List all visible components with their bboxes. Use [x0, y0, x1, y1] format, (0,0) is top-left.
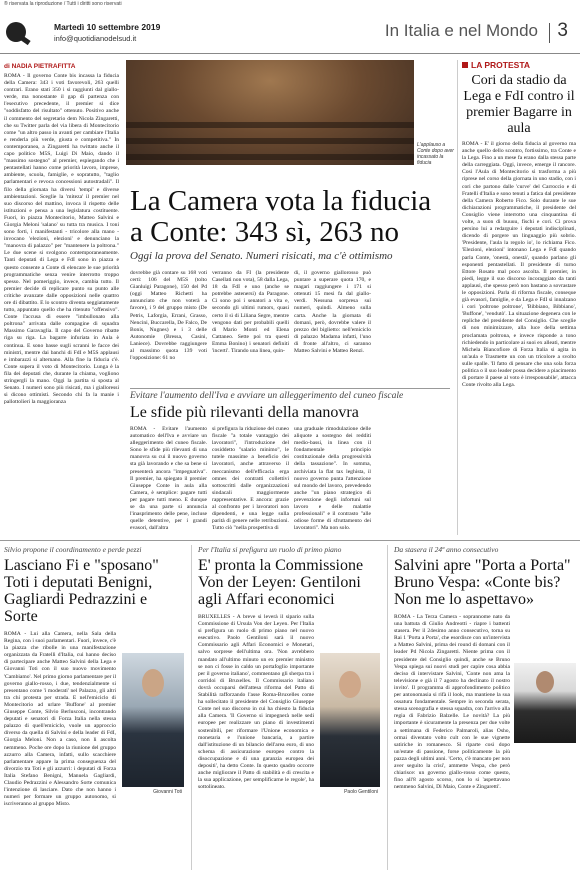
secondary-article-column: si prefigura la riduzione del cuneo fiscale "a totale vantaggio dei lavoratori", l'introduzione del cosiddetto "salario minimo", le tutele massime a beneficio dei lavoratori, anche attraverso il meccanismo dell'efficacia erga omnes dei contratti collettivi sottoscritti dalle organizzazioni sindacali maggiormente rappresentative. E ancora: grazie al confronto per i lavoratori non dipendenti, e una legge sulla parità di genere nelle retribuzioni. Tutto ciò "nella prospettiva di — [212, 426, 289, 530]
toti-photo — [122, 653, 184, 787]
article-text: ROMA - Lui alla Camera, nella Sala della Regina, con i suoi parlamentari. Fuori, invece, c'è la piazza che ribolle in una manifestazione organizzata da Fratelli d'Italia, cui hanno deciso di partecipare anche Matteo Salvini della Lega e Giovanni Toti con il suo nuovo movimento 'Cambiamo'. Nel primo giorno parlamentare per il governo giallo-rosso, i due, tendenzialmente si presentano come 'i moderati' nel Palazzo, gli altri tra chi protesta per strada. E nell'emiciclo di Montecitorio ad urlare 'Buffone' al premier Giuseppe Conte, Silvio Berlusconi, incontrando deputati e senatori di Forza Italia nella stessa palazzo di quell'emiciclo, vuole un approccio diverso da quella di Salvini e della leader di FdI, Giorgia Meloni. Non a caso, non li ascolta nemmeno. Poche ore dopo la riunione del gruppo azzurro alla Camera, infatti, sullo scacchiere parlamentare appare la prima conseguenza del divorzio tra Toti e gli azzurri: i deputati di Forza Italia Stefano Benigni, Manuela Gagliardi, Claudio Pedrazzini e Alessandro Sorte comunica l'intenzione di lasciare. Dato che non hanno i numeri per formare un gruppo autonomo, si iscriveranno al gruppo Misto. — [4, 631, 116, 808]
label-square-icon — [462, 62, 468, 68]
main-article-column: dovrebbe già contare su 168 voti certi: 106 del M5S (tolto Gianluigi Paragone), 150 del Pd (oggi Matteo Richetti ha annunciato che non voterà a favore), i 9 del gruppo misto (De Petris, Laforgia, Errani, Grasso, Nencini, Buccarella, De Falco, De Bonis, Nugnes) e i 3 delle Autonomie (Bressa, Casini, Laniece). Dovrebbe raggiungere al massimo quota 139 voti l'opposizione: 61 no — [130, 270, 207, 362]
photo-caption: L'applauso a Conte dopo aver incassato la fiducia — [417, 142, 454, 166]
article-kicker: Da stasera il 24ª anno consecutivo — [394, 545, 499, 554]
sidebar-headline: Cori da stadio da Lega e FdI contro il premier Bagarre in aula — [463, 73, 575, 136]
vespa-photo — [514, 663, 576, 743]
main-headline: La Camera vota la fiducia a Conte: 343 sì, 263 no — [130, 185, 432, 248]
main-article-column: di, il governo giallorosso può puntare a superare quota 170, e magari raggiungere i 171 si ottenuti 15 mesi fa dal giallo-verdi. Nessuna sorpresa sui numeri, quindi. Almeno sulla carta. Anche la giornata di domani, però, dovrebbe valere il prezzo del biglietto: nell'emiciclo di palazzo Madama infatti, l'uno di fronte all'altro, ci saranno Matteo Salvini e Matteo Renzi. — [294, 270, 371, 355]
column-divider — [191, 545, 192, 870]
bottom-article-gentiloni — [198, 545, 380, 870]
article-headline: E' pronta la Commissione Von der Leyen: Gentiloni agli Affari economici — [198, 557, 364, 608]
article-headline: Salvini apre "Porta a Porta" Bruno Vespa: «Conte bis? Non me lo aspettavo» — [394, 557, 571, 608]
photo-seat-row — [126, 138, 414, 144]
portrait-face — [142, 669, 164, 697]
main-subhead: Oggi la prova del Senato. Numeri risicati, ma c'è ottimismo — [130, 250, 393, 262]
lead-article-text: ROMA - Il governo Conte bis incassa la fiducia della Camera: 343 i voti favorevoli, 263 quelli contrari. Erano stati 350 i sì raggiunti dal giallo-verde, ma nonostante il gap di partenza con l'esecutivo precedente, il premier si dice "soddisfatto del risultato" ottenuto. Positivo anche il commento del segretario dem Nicola Zingaretti, che su Twitter parla del via libera di Montecitorio come "un altro passo in avanti per cambiare l'Italia e renderla più verde, giusta e competitiva." In contemporanea, a Zingaretti ha twittato anche il capo politico M5S, Luigi Di Maio, dando il "massimo sostegno" al premier, espiegando che i pentastellati hanno come priorità lavoro, imprese, ambiente, scuola, famiglie, e sopratutto, "taglio parlamentari e revoca concessioni autostradali". Il filo della giornata ha diversi 'tempi' e diverse ambientazioni. Sceglie la 'miteza' il premier nel suo discorso del mattino, invoca il rispetto delle istituzioni e pensa a una legislatura costituente. Fuori, in piazza Montecitorio, Matteo Salvini e Giorgia Meloni 'salano' su tutta tra musica. I toni sono forti, i manifestanti - tricolore alla mano - invocano 'elezioni, elezioni' e denunciano la "manovra di palazzo" per "mantenere la poltrona." Le due scene si svolgono contemporaneamente. Tanti deputati di Lega e FdI sono in piazza e questo consente a Conte di elencare le sue priorità programmatiche senza venire interrotto troppo spesso. Nel pomeriggio, invece, cambia tutto. Il premier decide di replicare punto su punto alle critiche avanzate dalle opposizioni nelle quattro ore di dibattito. E lo scontro diventa seggiatamente tutto, appuntato quello che ha ritenuto "offensivo". Conte l'accusa di essere "imbullonato alla poltrona" arrivata dalle compagine di squadra Massimo Garavaglia. Il capo del Governo ribatte riga su riga. La bagarre infuriata in Aula è continua. E sono basse sugli scranni le facce dei ministri, mentre dai banchi di FdI e M5S applausi e imbarazzi si alternano. Alla fine la fiducia c'è. Conte supera il voto di Montecitorio. Lunga è la fila dei deputati che, durante la chiama, vogliono stringergli la mano. Oggi la partita si sposta al Senato. I numeri sono più risicati, ma i gialloressi si dicono ottimisti. Secondo chi fa la manie i pallottolieri la maggioranza — [4, 73, 119, 406]
sidebar-label — [462, 60, 576, 70]
section-divider — [0, 540, 580, 541]
header-divider — [549, 23, 550, 43]
bottom-article-toti — [4, 545, 184, 870]
photo-caption: Giovanni Toti — [153, 789, 182, 795]
photo-seat-row — [126, 122, 414, 128]
article-kicker: Per l'Italia si prefigura un ruolo di primo piano — [198, 545, 342, 554]
page-header — [0, 14, 580, 54]
copyright-note: ® riservata la riproduzione / Tutti i diritti sono riservati — [4, 1, 122, 7]
photo-caption: Paolo Gentiloni — [344, 789, 378, 795]
newspaper-logo-icon — [6, 22, 26, 42]
contact-email[interactable]: info@quotidianodelsud.it — [54, 34, 137, 43]
bottom-article-vespa — [394, 545, 576, 870]
article-headline: Lasciano Fi e "sposano" Toti i deputati Benigni, Gagliardi Pedrazzini e Sorte — [4, 557, 159, 625]
secondary-article-column: ROMA - Evitare l'aumento automatico dell'Iva e avviare un alleggerimento del cuneo fiscale. Sono le sfide più rilevanti di una manovra su cui il nuovo governo sta già lavorando e che sa bene si presenterà ancora "impegnativa". Il premier, ha spiegato il premier Giuseppe Conte in aula alla Camera, è semplice: pagare tutti per pagare tutti meno. E dunque se da una parte si annuncia l'inasprimento delle pene, incluse quelle detentive, per i grandi evasori, dall'altra — [130, 426, 207, 530]
portrait-face — [536, 671, 554, 693]
sidebar-text: ROMA - E' il giorno della fiducia al governo ma anche quello dello scontro, fortissimo, tra Conte e la Lega. Fino a un mese fa erano dalla stessa parte della carreggiata. Oggi, invece, emerge il rancore. Così l'Aula di Montecitorio si trasforma a più riprese nel corso della giornata in uno stadio, con i cori che partono dalle 'curve' del Carroccio e di Fratelli d'Italia e sono tenuti a fatica dal presidente della Camera Roberto Fico. Solo durante le sue dichiarazioni programmatiche, il presidente del Consiglio viene interrotto una cinquantina di volte, a suon di buuuu, fischi e cori. Ci prova persino lui a redarguire i deputati indisciplinati, dicendo di porgere un linguaggio più sobrio. 'Presidente, l'aula la regolo io', lo richiama Fico. 'Elezioni, elezioni' intonano Lega e FdI quando parla Conte, 'onestà, onestà', quando parlano gli esponenti pentastellati. Il presidente di turno Ettore Rosato mal poco ascolta. Il premier, in piedi, legge il suo discorso incoraggiato da tanti applausi, che spesso però non bastano a sovrastare le opposizioni. Parla di riforma fiscale, conseque già evasori, famiglie, e da Lega e FdI si innalzano i cori 'poltrone poltrone', 'Bibbiano, Bibbiano', 'Buffone', 'vendutò'. La situazione degenera con le repliche del presidente del Consiglio. Che sceglie di non minimizzare, alla luce della settima proclamata poltrona, e invece risponde a tono richiedendo in particolare ai suoi ex alleati, mentre Michela Biancofiore di Forza Italia si agita in un'aula e Trasmette un con un tricolore a svolto sulle spalle. 'Il fatto di pensare che una sola forza politica o il suo leader possa decidere a piacimento di portare il paese al voto è irresponsabile', attacca Conte rivolto alla Lega. — [462, 141, 576, 389]
main-article-column: verranno da FI (la presidente Casellati non vota), 58 dalla Lega, 18 da FdI e uno (anche se potrebbe astenersi) da Paragone. Ci sono poi i senatori a vita e, secondo gli ultimi rumors, quasi certo il sì di Liliana Segre, mentre vengono dati per probabili quelli di Mario Monti ed Elena Cattaneo. Sette poi tra questi Emma Bonino) i senatori definiti 'incerti'. Tirando una linea, quin- — [212, 270, 289, 355]
article-text: BRUXELLES - A breve si leverà il sipario sulla Commissione di Ursula Von der Leyen. Per l'Italia si prefigura un ruolo di primo piano nel nuovo esecutivo. Paolo Gentiloni sarà il nuovo Commissario agli Affari Economici e Monetari, salvo sorprese dell'ultima ora. 'Non avrebbero mandato all'ultimo minuto un ex premier ministro se non ci fosse in caldo un portafoglio importante per il governo italiano', commentano gli sherpa tra i corridoi di Bruxelles. Il Commissario italiano dovrà occuparsi dell'attesa riforma del Patto di Stabilità rafforzando l'asse Roma-Bruxelles come ha sollecitato il presidente del Consiglio Giuseppe Conte nel suo discorso in cui ha chiesto la fiducia alla Camera. 'Il Governo si impegnerà nelle sedi europee per realizzare un piano di investimenti sostenibili, per riformare l'Unione economica e monetaria e l'unione bancaria, a partire dall'istituzione di un bilancio dell'area euro, di uno schema di assicurazione europeo contro la disoccupazione e di una garanzia europea dei depositi', ha detto Conte. In questo quadro occorre anche migliorare il Patto di stabilità e di crescita e la sua applicazione, per semplificarne le regole', ha sottolineato. — [198, 614, 314, 791]
secondary-article-column — [376, 426, 453, 530]
gentiloni-photo — [320, 653, 380, 787]
column-divider — [387, 545, 388, 870]
secondary-headline: Le sfide più rilevanti della manovra — [130, 404, 359, 421]
section-title: In Italia e nel Mondo — [384, 21, 538, 40]
byline: di NADIA PIETRAFITTA — [4, 63, 76, 70]
sidebar-label-text: LA PROTESTA — [471, 60, 531, 70]
page-number: 3 — [557, 20, 568, 41]
issue-date: Martedì 10 settembre 2019 — [54, 22, 161, 32]
article-text: ROMA - La Terza Camera - soprannome nato da una battuta di Giulio Andreotti - riapre i battenti stasera. Per il 24esimo anno consecutivo, torna su Rai 1 'Porta a Porta', che esordisce con un'intervista a Matteo Salvini, prima dei round di domani con il leader Pd Nicola Zingaretti. Niente prima con il presidente del Consiglio quindi, anche se Bruno Vespa spiega sui nuovi studi per capire cosa abbia deciso di intervistare Salvini, 'Conte non ama la televisione e già il 7 agosto ha declinato il nostro invito'. Il programma di approfondimento politico per antonomasia si rifà il look, ma mantiene la sua ossatura fondamentale. Sempre in seconda serata, stessa scenografia e stessa squadra, con l'arrivo alla regia di Fabrizio Balzelle. Le novità? La più importante è sicuramente la presenza per due volte a settimana di Federico Palmaroli, alias Osho, ormai diventato volto cult con le sue vignette satiriche in romanesco. Si riparte così dopo un'estate di passione, forse politicamente la più pazza degli ultimi anni. 'Certo, c'è mancato per non aver seguito la crisi', ammette Vespa, che però chiarisce: un governo giallo-rosso come questo, fino all'8 agosto scorso, non lo si 'aspettavano nemmeno Salvini, Di Maio, Conte e Zingaretti'. — [394, 614, 510, 791]
article-kicker: Silvio propone il coordinamento e perde pezzi — [4, 545, 142, 554]
portrait-face — [339, 671, 361, 698]
sidebar-article — [457, 60, 576, 535]
secondary-article-column: una graduale rimodulazione delle aliquote a sostegno dei redditi medio-bassi, in linea con il fondamentale principio costituzionale della progressività della tassazione". In somma, archiviata la flat tax leghista, il nuovo governo punta l'attenzione sul mondo del lavoro, prevedendo anche "un piano strategico di prevenzione degli infortuni sul lavoro e delle malattie professionali" e il contrasto "alle odiose forme di sfruttamento dei lavoratori". Ma non solo. — [294, 426, 371, 530]
chamber-photo — [126, 60, 414, 165]
main-article-column — [376, 270, 453, 375]
secondary-kicker: Evitare l'aumento dell'Iva e avviare un alleggerimento del cuneo fiscale — [130, 388, 450, 401]
photo-seat-row — [126, 154, 414, 160]
